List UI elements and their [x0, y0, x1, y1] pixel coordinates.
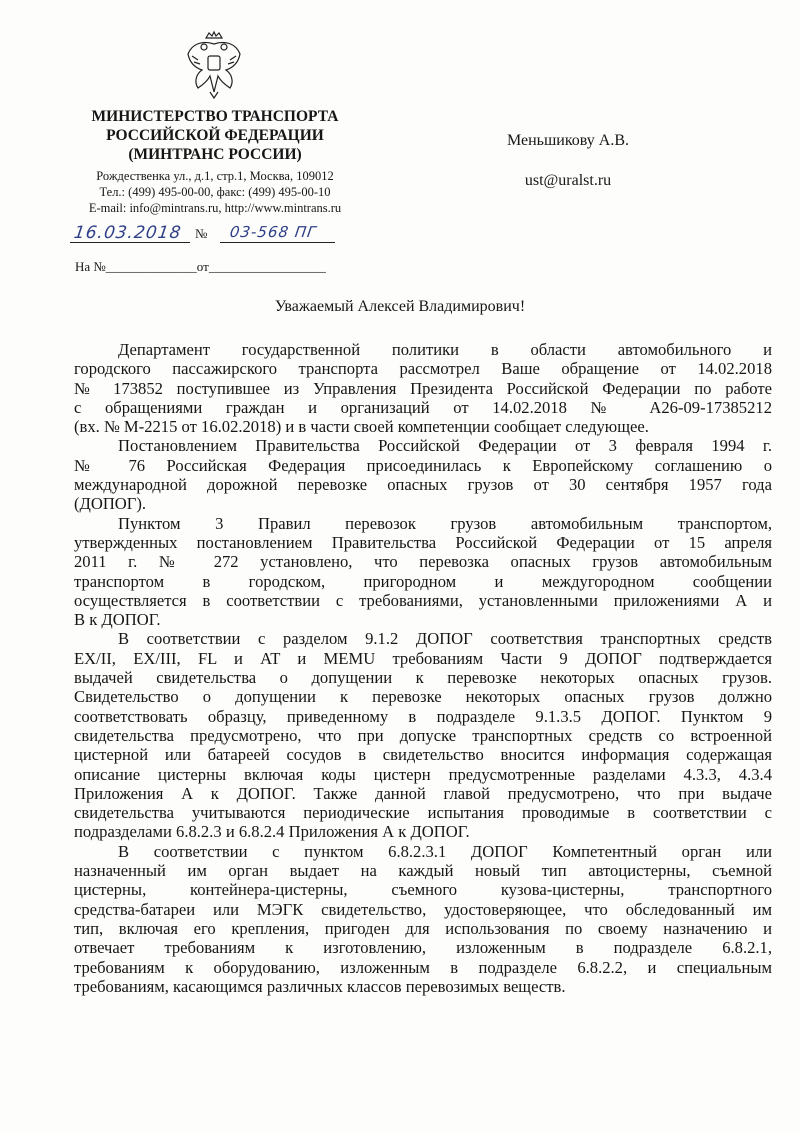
paragraph-line: № 173852 поступившее из Управления Президента Российской Федерации по работе	[74, 378, 772, 398]
paragraph-line: транспортом в городском, пригородном и междугородном сообщении	[74, 571, 772, 591]
paragraph-line: назначенный им орган выдает на каждый новый тип автоцистерны, съемной	[74, 861, 772, 881]
paragraph-line: 2011 г. № 272 установлено, что перевозка опасных грузов автомобильным	[74, 552, 772, 572]
paragraph-line: Свидетельство о допущении к перевозке некоторых опасных грузов должно	[74, 687, 772, 707]
paragraph	[74, 340, 772, 436]
paragraph-line: (вх. № М-2215 от 16.02.2018) и в части своей компетенции сообщает следующее.	[74, 417, 649, 437]
paragraph-line: В к ДОПОГ.	[74, 610, 161, 630]
paragraph-line: утвержденных постановлением Правительства Российской Федерации от 15 апреля	[74, 532, 772, 552]
ministry-name-line: МИНИСТЕРСТВО ТРАНСПОРТА	[91, 108, 339, 125]
paragraph-line: Департамент государственной политики в области автомобильного и	[118, 340, 772, 359]
paragraph-line: № 76 Российская Федерация присоединилась к Европейскому соглашению о	[74, 455, 772, 475]
ministry-name	[60, 107, 370, 164]
paragraph-line: требованиям, касающимся различных классов перевозимых веществ.	[74, 976, 566, 996]
greeting: Уважаемый Алексей Владимирович!	[274, 298, 526, 315]
registration-line	[70, 221, 360, 247]
paragraph-line: выдачей свидетельства о допущении к перевозке некоторых опасных грузов.	[74, 668, 772, 688]
address-line: Рождественка ул., д.1, стр.1, Москва, 109012	[96, 169, 334, 183]
number-underline	[220, 242, 335, 243]
paragraph-line: Постановлением Правительства Российской Федерации от 3 февраля 1994 г.	[118, 436, 772, 456]
recipient-name: Меньшикову А.В.	[506, 132, 630, 149]
paragraph-line: международной дорожной перевозке опасных грузов от 30 сентября 1957 года	[74, 475, 772, 495]
recipient-email: ust@uralst.ru	[524, 172, 612, 189]
paragraph-line: Приложения А к ДОПОГ. Также данной главой предусмотрено, что при выдаче	[74, 783, 772, 803]
paragraph-line: городского пассажирского транспорта рассмотрел Ваше обращение от 14.02.2018	[74, 359, 772, 379]
coat-of-arms-icon	[184, 30, 244, 102]
paragraph-line: цистерны, контейнера-цистерны, съемного кузова-цистерны, транспортного	[74, 880, 772, 900]
paragraph-line: средства-батареи или МЭГК свидетельство, удостоверяющее, что обследованный им	[74, 899, 772, 919]
paragraph	[74, 436, 772, 513]
registration-date: 16.03.2018	[72, 223, 183, 243]
paragraph-line: с обращениями граждан и организаций от 14.02.2018 № А26-09-17385212	[74, 397, 772, 417]
letter-body	[74, 340, 772, 996]
paragraph	[74, 629, 772, 841]
paragraph-line: описание цистерны включая коды цистерн предусмотренные разделами 4.3.3, 4.3.4	[74, 764, 772, 784]
recipient-block	[488, 132, 648, 190]
paragraph-line: свидетельства учитываются периодические испытания проводимые в соответствии с	[74, 803, 772, 823]
date-underline	[70, 242, 190, 243]
paragraph	[74, 842, 772, 996]
paragraph-line: подразделами 6.8.2.3 и 6.8.2.4 Приложения А к ДОПОГ.	[74, 822, 470, 842]
paragraph-line: EX/II, EX/III, FL и AT и MEMU требованиям Части 9 ДОПОГ подтверждается	[74, 648, 772, 668]
address-line: Тел.: (499) 495-00-00, факс: (499) 495-00-10	[99, 185, 331, 199]
address-line: E-mail: info@mintrans.ru, http://www.mintrans.ru	[88, 201, 342, 215]
ministry-name-line: РОССИЙСКОЙ ФЕДЕРАЦИИ	[106, 127, 324, 144]
paragraph	[74, 514, 772, 630]
paragraph-line: соответствовать образцу, приведенному в подразделе 9.1.3.5 ДОПОГ. Пунктом 9	[74, 706, 772, 726]
paragraph-line: В соответствии с разделом 9.1.2 ДОПОГ соответствия транспортных средств	[118, 629, 772, 649]
paragraph-line: (ДОПОГ).	[74, 494, 147, 514]
paragraph-line: цистерной или батареей сосудов в свидетельство вносится информация содержащая	[74, 745, 772, 765]
paragraph-line: тип, включая его крепления, пригоден для использования по своему назначению и	[74, 918, 772, 938]
paragraph-line: отвечает требованиям к изготовлению, изложенным в подразделе 6.8.2.1,	[74, 938, 772, 958]
paragraph-line: Пунктом 3 Правил перевозок грузов автомобильным транспортом,	[118, 513, 772, 533]
paragraph-line: осуществляется в соответствии с требованиями, установленными приложениями А и	[74, 590, 772, 610]
ministry-address	[60, 168, 370, 216]
number-label: №	[195, 226, 208, 241]
registration-number: 03-568 ПГ	[228, 223, 318, 241]
paragraph-line: В соответствии с пунктом 6.8.2.3.1 ДОПОГ Компетентный орган или	[118, 841, 772, 861]
paragraph-line: требованиям к оборудованию, изложенным в подразделе 6.8.2.2, и специальным	[74, 957, 772, 977]
ministry-name-line: (МИНТРАНС РОССИИ)	[128, 146, 302, 163]
paragraph-line: свидетельства предусмотрено, что при допуске транспортных средств со встроенной	[74, 725, 772, 745]
reference-line: На №______________от__________________	[75, 259, 326, 274]
